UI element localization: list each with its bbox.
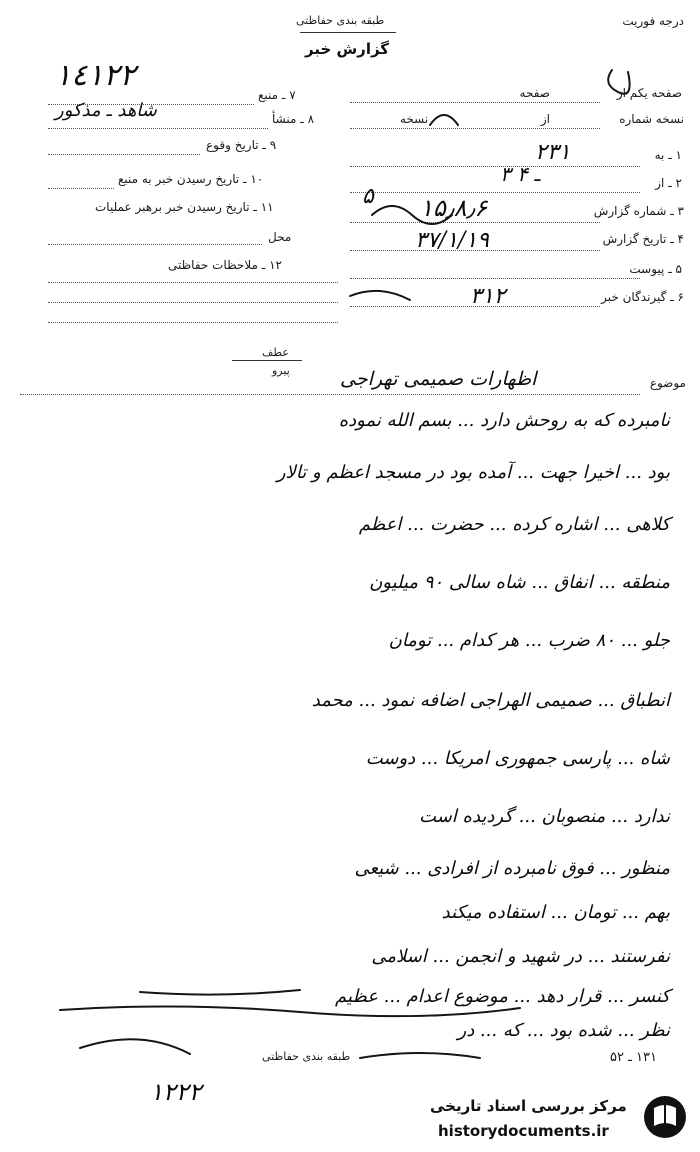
attachment-label: ۵ ـ پیوست: [629, 262, 682, 276]
field-place: محل: [268, 230, 292, 244]
body-line: جلو ... ۸۰ ضرب ... هر کدام ... تومان: [388, 630, 670, 651]
page-of-suffix: صفحه: [519, 86, 550, 100]
field-source: ۷ ـ منبع: [258, 88, 296, 102]
field-origin: ۸ ـ منشأ: [272, 112, 315, 126]
report-number-prefix: ۵: [362, 184, 374, 209]
body-line: منطقه ... انفاق ... شاه سالی ۹۰ میلیون: [369, 572, 670, 593]
field-to-value: ۲۳۱: [535, 140, 571, 165]
body-line: شاه ... پارسی جمهوری امریکا ... دوست: [365, 748, 670, 769]
logo-text: مرکز بررسی اسناد تاریخی: [430, 1097, 627, 1115]
body-line: نفرستند ... در شهید و انجمن ... اسلامی: [371, 946, 670, 967]
logo-icon: [642, 1094, 688, 1140]
page-of-label: صفحه یکم از: [616, 86, 682, 100]
copy-number-of: از: [540, 112, 550, 126]
bottom-classification: طبقه بندی حفاظتی: [262, 1050, 351, 1063]
website-text: historydocuments.ir: [438, 1122, 609, 1140]
subject-label: موضوع: [649, 376, 686, 390]
body-line: نامبرده که به روحش دارد ... بسم الله نموده: [338, 410, 670, 431]
field-date-to-source: ۱۰ ـ تاریخ رسیدن خبر به منبع: [118, 172, 264, 186]
form-title: گزارش خبر: [305, 40, 390, 58]
bottom-code: ۱۳۱ ـ ۵۲: [610, 1050, 657, 1065]
copy-number-suffix: نسخه: [400, 112, 429, 126]
body-line: کنسر ... قرار دهد ... موضوع اعدام ... عظیم: [335, 986, 670, 1007]
field-from-value: ۳ ـ ۴: [500, 162, 541, 186]
body-line: انطباق ... صمیمی الهراجی اضافه نمود ... محمد: [311, 690, 670, 711]
body-line: بود ... اخیرا جهت ... آمده بود در مسجد اعظم و تالار: [276, 462, 670, 483]
body-line: منظور ... فوق نامبرده از افرادی ... شیعی: [354, 858, 670, 879]
body-line: کلاهی ... اشاره کرده ... حضرت ... اعظم: [358, 514, 670, 535]
field-security-notes: ۱۲ ـ ملاحظات حفاظتی: [168, 258, 282, 272]
atf-label: عطف: [262, 346, 289, 359]
subject-value: اظهارات صمیمی تهراجی: [340, 368, 537, 390]
recipients-label: ۶ ـ گیرندگان خبر: [601, 290, 684, 304]
copy-number-label: نسخه شماره: [619, 112, 684, 126]
recipients-value: ۳۱۲: [470, 284, 506, 309]
body-line: نظر ... شده بود ... که ... در: [457, 1020, 670, 1041]
body-line: ندارد ... منصوبان ... گردیده است: [419, 806, 670, 827]
bottom-right-number: ۱۲۲۲: [150, 1078, 202, 1106]
report-date-label: ۴ ـ تاریخ گزارش: [602, 232, 684, 246]
field-to-label: ۱ ـ به: [654, 148, 682, 162]
body-line: بهم ... تومان ... استفاده میکند: [441, 902, 670, 923]
field-from-label: ۲ ـ از: [655, 176, 682, 190]
peyro-label: پیرو: [272, 364, 290, 377]
priority-label: درجه فوریت: [622, 14, 684, 28]
field-date-to-operations: ۱۱ ـ تاریخ رسیدن خبر برهبر عملیات: [95, 200, 274, 214]
report-number-value: ۱۵٫۸٫۶: [420, 194, 488, 222]
archive-number: ١٤١٢٢: [55, 58, 136, 93]
report-date-value: ۳۷/۱/۱۹: [415, 228, 489, 253]
field-origin-value: شاهد ـ مذکور: [55, 100, 157, 121]
report-number-label: ۳ ـ شماره گزارش: [593, 204, 684, 218]
field-occurrence-date: ۹ ـ تاریخ وقوع: [206, 138, 277, 152]
classification-label: طبقه بندی حفاظتی: [296, 14, 385, 27]
